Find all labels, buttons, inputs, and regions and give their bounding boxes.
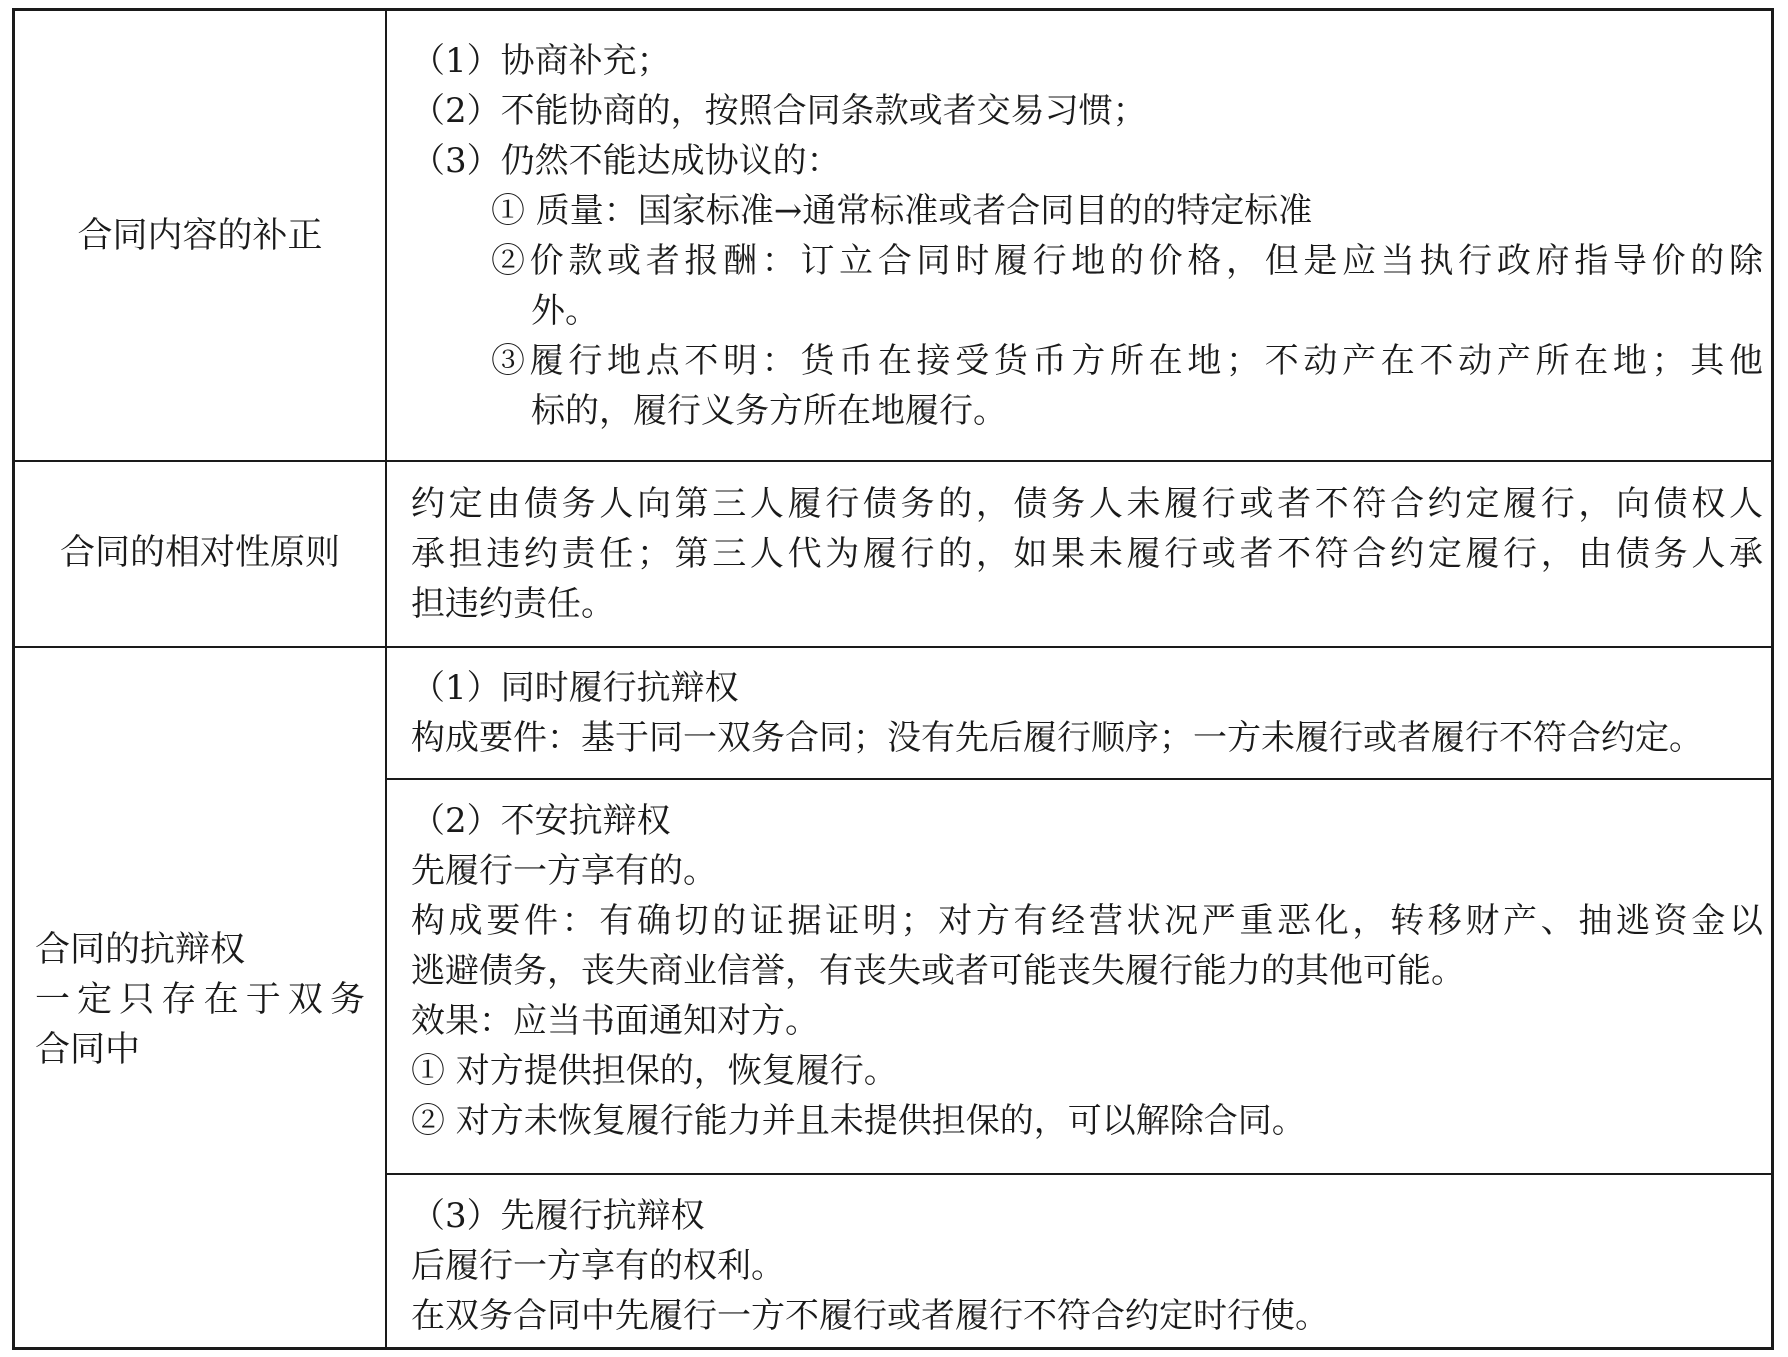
content-line: 构成要件：基于同一双务合同；没有先后履行顺序；一方未履行或者履行不符合约定。 (411, 718, 1703, 758)
row-content-privity-principle (411, 479, 1763, 629)
row-label-privity-principle (15, 460, 385, 646)
content-line: （3）仍然不能达成协议的： (411, 141, 841, 181)
content-line: ① 对方提供担保的，恢复履行。 (411, 1051, 898, 1091)
section-simultaneous-performance (411, 663, 1763, 763)
content-line: 逃避债务，丧失商业信誉，有丧失或者可能丧失履行能力的其他可能。 (411, 951, 1465, 991)
content-line: 承担违约责任；第三人代为履行的，如果未履行或者不符合约定履行，由债务人承 (411, 534, 1763, 574)
content-subitem-wrapped (411, 336, 1763, 436)
row-label-contract-supplement (15, 11, 385, 460)
content-subitem: ① 质量：国家标准→通常标准或者合同目的的特定标准 (491, 191, 1313, 231)
content-line: 在双务合同中先履行一方不履行或者履行不符合约定时行使。 (411, 1296, 1329, 1336)
content-line: 外。 (531, 291, 599, 331)
content-line: ② 对方未恢复履行能力并且未提供担保的，可以解除合同。 (411, 1101, 1306, 1141)
content-paragraph (411, 896, 1763, 996)
content-line: 约定由债务人向第三人履行债务的，债务人未履行或者不符合约定履行，向债权人 (411, 484, 1763, 524)
content-line: （2）不安抗辩权 (411, 801, 671, 841)
row-content-contract-supplement (411, 36, 1763, 436)
content-line: （1）协商补充； (411, 41, 671, 81)
content-subitem-wrapped (411, 236, 1763, 336)
content-line: 先履行一方享有的。 (411, 851, 717, 891)
section-insecurity-defense (411, 796, 1763, 1146)
content-paragraph (411, 479, 1763, 629)
column-divider (385, 11, 387, 1347)
content-line: 构成要件：有确切的证据证明；对方有经营状况严重恶化，转移财产、抽逃资金以 (411, 901, 1763, 941)
content-line: 效果：应当书面通知对方。 (411, 1001, 819, 1041)
content-line: 后履行一方享有的权利。 (411, 1246, 785, 1286)
content-line: （1）同时履行抗辩权 (411, 668, 739, 708)
content-line: ③履行地点不明：货币在接受货币方所在地；不动产在不动产所在地；其他 (491, 341, 1763, 381)
row-label-defense-rights (15, 646, 385, 1353)
section-prior-performance-defense (411, 1191, 1763, 1341)
row-label-text: 合同的相对性原则 (59, 533, 340, 573)
row-label-line: 一定只存在于双务 (35, 979, 365, 1020)
row-label-line: 合同中 (35, 1029, 141, 1070)
row-label-block (15, 925, 365, 1075)
content-line: （3）先履行抗辩权 (411, 1196, 705, 1236)
content-line: （2）不能协商的，按照合同条款或者交易习惯； (411, 91, 1147, 131)
content-line: ②价款或者报酬：订立合同时履行地的价格，但是应当执行政府指导价的除 (491, 241, 1763, 281)
section-divider-2 (385, 1173, 1771, 1175)
row-label-text: 合同内容的补正 (77, 215, 323, 256)
row-label-line: 合同的抗辩权 (35, 929, 246, 970)
section-divider-1 (385, 778, 1771, 780)
content-line: 标的，履行义务方所在地履行。 (531, 391, 1007, 431)
contract-law-table (12, 8, 1774, 1350)
content-line: 担违约责任。 (411, 584, 615, 624)
